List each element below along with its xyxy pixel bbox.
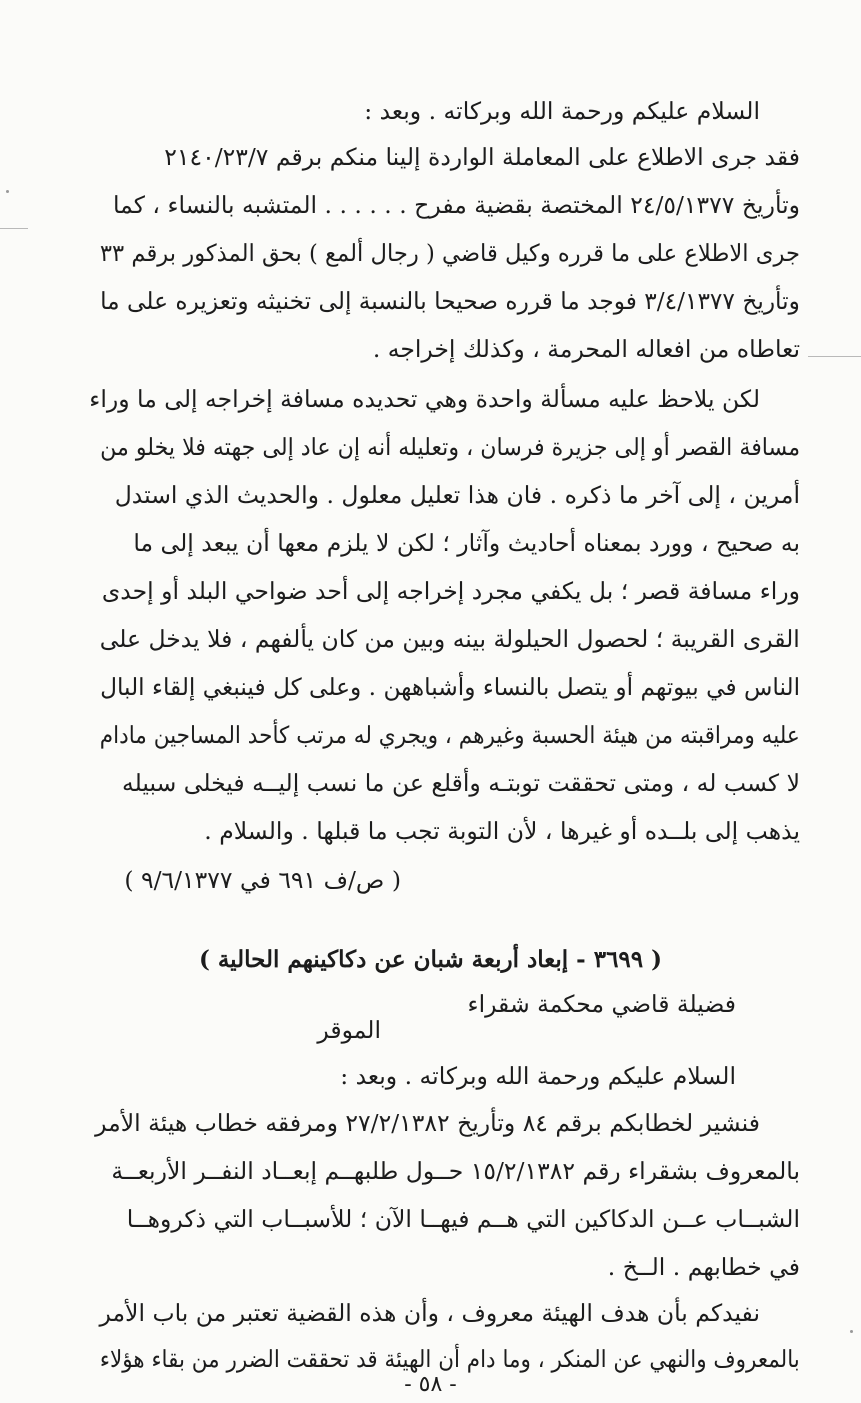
greeting: السلام عليكم ورحمة الله وبركاته . وبعد :	[340, 1062, 736, 1090]
text-line: فنشير لخطابكم برقم ٨٤ وتأريخ ٢٧/٢/١٣٨٢ ومرفقه خطاب هيئة الأمر	[95, 1109, 760, 1137]
text-line: الناس في بيوتهم أو يتصل بالنساء وأشباههن . وعلى كل فينبغي إلقاء البال	[100, 673, 800, 701]
text-line: بالمعروف والنهي عن المنكر ، وما دام أن الهيئة قد تحققت الضرر من بقاء هؤلاء	[100, 1345, 800, 1373]
section-heading: ( ٣٦٩٩ - إبعاد أربعة شبان عن دكاكينهم الحالية )	[198, 946, 663, 973]
text-line: تعاطاه من افعاله المحرمة ، وكذلك إخراجه .	[372, 335, 800, 363]
scan-mark	[0, 228, 28, 229]
text-line: في خطابهم . الــخ .	[607, 1253, 800, 1281]
text-line: السلام عليكم ورحمة الله وبركاته . وبعد :	[364, 97, 760, 125]
text-line: لا كسب له ، ومتى تحققت توبتـه وأقلع عن ما نسب إليــه فيخلى سبيله	[122, 769, 800, 797]
text-line: نفيدكم بأن هدف الهيئة معروف ، وأن هذه القضية تعتبر من باب الأمر	[99, 1299, 760, 1327]
text-line: لكن يلاحظ عليه مسألة واحدة وهي تحديده مسافة إخراجه إلى ما وراء	[89, 385, 760, 413]
text-line: وتأريخ ٣/٤/١٣٧٧ فوجد ما قرره صحيحا بالنسبة إلى تخنيثه وتعزيره على ما	[100, 287, 800, 315]
text-line: مسافة القصر أو إلى جزيرة فرسان ، وتعليله أنه إن عاد إلى جهته فلا يخلو من	[99, 433, 800, 461]
text-line: به صحيح ، وورد بمعناه أحاديث وآثار ؛ لكن لا يلزم معها أن يبعد إلى ما	[133, 529, 800, 557]
page-number: - ٥٨ -	[404, 1372, 457, 1397]
text-line: يذهب إلى بلــده أو غيرها ، لأن التوبة تجب ما قبلها . والسلام .	[204, 817, 800, 845]
text-line: فقد جرى الاطلاع على المعاملة الواردة إلينا منكم برقم ٢١٤٠/٢٣/٧	[164, 143, 800, 171]
scan-mark	[808, 356, 861, 357]
scan-dot	[850, 1330, 853, 1333]
text-line: جرى الاطلاع على ما قرره وكيل قاضي ( رجال ألمع ) بحق المذكور برقم ٣٣	[99, 239, 801, 267]
text-line: القرى القريبة ؛ لحصول الحيلولة بينه وبين من كان يألفهم ، فلا يدخل على	[99, 625, 800, 653]
honorific: الموقر	[317, 1016, 381, 1044]
document-reference: ( ص/ف ٦٩١ في ٩/٦/١٣٧٧ )	[124, 866, 401, 894]
text-line: الشبــاب عــن الدكاكين التي هــم فيهــا الآن ؛ للأسبــاب التي ذكروهــا	[126, 1205, 800, 1233]
text-line: وراء مسافة قصر ؛ بل يكفي مجرد إخراجه إلى أحد ضواحي البلد أو إحدى	[101, 577, 800, 605]
scan-dot	[6, 190, 9, 193]
addressee: فضيلة قاضي محكمة شقراء	[467, 990, 736, 1018]
text-line: وتأريخ ٢٤/٥/١٣٧٧ المختصة بقضية مفرح . . . . . . المتشبه بالنساء ، كما	[113, 191, 800, 219]
text-line: عليه ومراقبته من هيئة الحسبة وغيرهم ، ويجري له مرتب كأحد المساجين مادام	[99, 721, 800, 749]
text-line: بالمعروف بشقراء رقم ١٥/٢/١٣٨٢ حــول طلبهــم إبعــاد النفــر الأربعــة	[111, 1157, 800, 1185]
text-line: أمرين ، إلى آخر ما ذكره . فان هذا تعليل معلول . والحديث الذي استدل	[114, 481, 800, 509]
